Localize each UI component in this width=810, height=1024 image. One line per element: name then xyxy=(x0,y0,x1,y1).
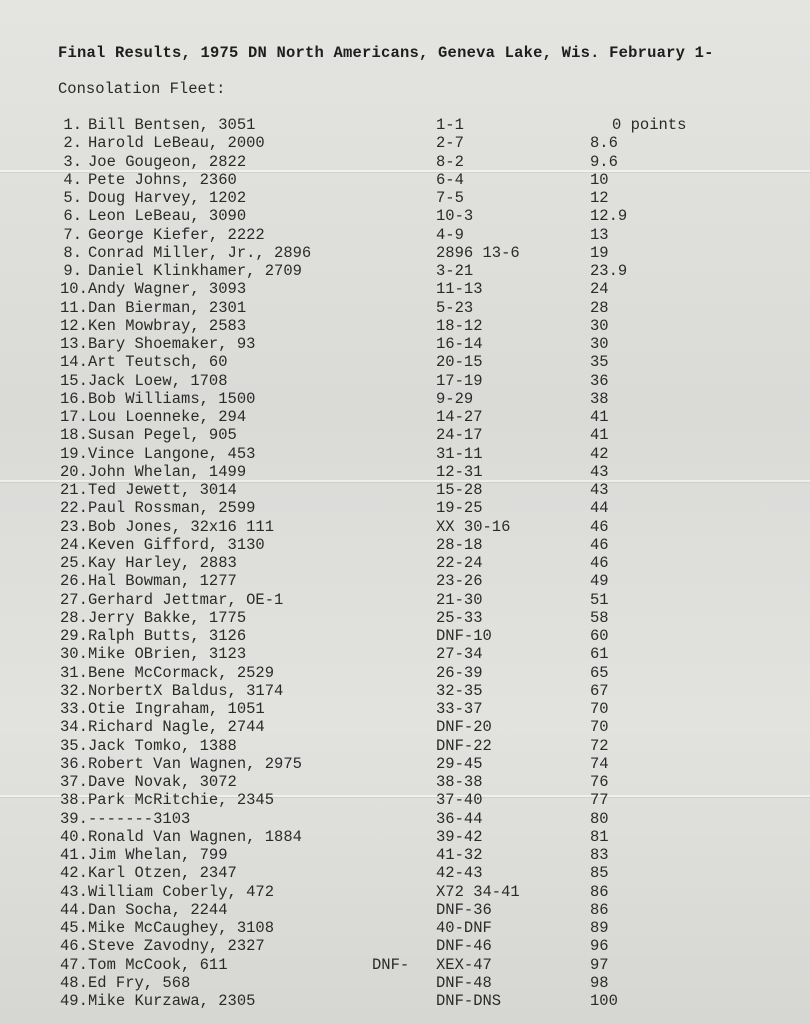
result-name: Art Teutsch, 60 xyxy=(88,353,228,372)
result-races: 15-28 xyxy=(436,481,483,499)
result-points: 96 xyxy=(590,937,609,956)
result-place: 1. xyxy=(63,116,82,134)
result-row xyxy=(0,791,810,809)
result-races: 36-44 xyxy=(436,809,483,828)
result-place: 47. xyxy=(60,955,88,974)
result-place: 44. xyxy=(60,900,88,919)
result-name: Dan Socha, 2244 xyxy=(88,900,228,919)
result-place: 27. xyxy=(60,590,88,609)
result-row xyxy=(0,499,810,517)
result-races: 21-30 xyxy=(436,590,483,609)
result-races: 8-2 xyxy=(436,152,464,171)
result-row xyxy=(0,919,810,937)
result-place: 42. xyxy=(60,864,88,883)
result-place: 41. xyxy=(60,846,88,864)
result-row xyxy=(0,408,810,426)
result-race-prefix: DNF- xyxy=(372,955,410,974)
result-place: 24. xyxy=(60,535,88,554)
result-points: 77 xyxy=(590,791,609,810)
result-races: 23-26 xyxy=(436,572,483,591)
result-place: 9. xyxy=(63,262,82,280)
result-points: 74 xyxy=(590,754,609,773)
result-place: 13. xyxy=(60,335,88,353)
result-points: 8.6 xyxy=(590,134,618,153)
result-points: 83 xyxy=(590,846,609,864)
result-place: 30. xyxy=(60,645,88,664)
result-row xyxy=(0,116,810,134)
result-points: 86 xyxy=(590,882,609,901)
result-place: 8. xyxy=(63,243,82,262)
result-races: DNF-22 xyxy=(436,736,492,755)
result-points: 51 xyxy=(590,590,609,609)
result-points: 70 xyxy=(590,718,609,737)
result-row xyxy=(0,353,810,371)
result-points: 46 xyxy=(590,517,609,536)
result-points: 81 xyxy=(590,827,609,846)
result-row xyxy=(0,463,810,481)
result-points: 23.9 xyxy=(590,262,628,280)
result-races: DNF-20 xyxy=(436,718,492,737)
result-name: Jerry Bakke, 1775 xyxy=(88,608,247,627)
result-row xyxy=(0,864,810,882)
result-place: 20. xyxy=(60,462,88,481)
result-races: 16-14 xyxy=(436,335,483,353)
result-place: 35. xyxy=(60,736,88,755)
result-races: 11-13 xyxy=(436,280,483,299)
result-row xyxy=(0,937,810,955)
result-points: 72 xyxy=(590,736,609,755)
result-place: 23. xyxy=(60,517,88,536)
result-name: Ken Mowbray, 2583 xyxy=(88,316,247,335)
result-races: DNF-10 xyxy=(436,627,492,645)
fleet-label: Consolation Fleet: xyxy=(58,80,226,98)
result-row xyxy=(0,700,810,718)
result-races: 10-3 xyxy=(436,207,474,226)
result-place: 21. xyxy=(60,481,88,499)
result-row xyxy=(0,718,810,736)
result-races: 6-4 xyxy=(436,170,464,189)
result-points: 0 points xyxy=(612,116,687,134)
result-races: 25-33 xyxy=(436,608,483,627)
result-row xyxy=(0,335,810,353)
result-name: Richard Nagle, 2744 xyxy=(88,718,265,737)
result-points: 98 xyxy=(590,973,609,992)
result-name: Doug Harvey, 1202 xyxy=(88,189,247,207)
result-points: 100 xyxy=(590,992,618,1010)
result-points: 9.6 xyxy=(590,152,618,171)
result-row xyxy=(0,956,810,974)
result-row xyxy=(0,974,810,992)
result-place: 39. xyxy=(60,809,88,828)
result-place: 15. xyxy=(60,371,88,390)
result-name: Vince Langone, 453 xyxy=(88,444,256,463)
result-races: 26-39 xyxy=(436,663,483,682)
result-races: 4-9 xyxy=(436,225,464,244)
result-races: 32-35 xyxy=(436,681,483,700)
result-row xyxy=(0,262,810,280)
result-place: 7. xyxy=(63,225,82,244)
result-place: 14. xyxy=(60,353,88,372)
result-row xyxy=(0,755,810,773)
result-name: Karl Otzen, 2347 xyxy=(88,864,237,883)
result-name: NorbertX Baldus, 3174 xyxy=(88,681,284,700)
result-place: 32. xyxy=(60,681,88,700)
result-points: 38 xyxy=(590,389,609,408)
result-row xyxy=(0,518,810,536)
result-points: 49 xyxy=(590,572,609,591)
result-row xyxy=(0,481,810,499)
result-name: Susan Pegel, 905 xyxy=(88,426,237,445)
result-points: 43 xyxy=(590,462,609,481)
result-races: 20-15 xyxy=(436,353,483,372)
result-points: 19 xyxy=(590,243,609,262)
result-row xyxy=(0,226,810,244)
result-races: DNF-36 xyxy=(436,900,492,919)
result-place: 26. xyxy=(60,572,88,591)
result-row xyxy=(0,299,810,317)
result-points: 30 xyxy=(590,316,609,335)
document-title: Final Results, 1975 DN North Americans, Geneva Lake, Wis. February 1- xyxy=(58,44,714,62)
result-points: 97 xyxy=(590,955,609,974)
result-points: 85 xyxy=(590,864,609,883)
result-name: Jim Whelan, 799 xyxy=(88,846,228,864)
result-races: 33-37 xyxy=(436,700,483,718)
result-name: Otie Ingraham, 1051 xyxy=(88,700,265,718)
result-name: Dave Novak, 3072 xyxy=(88,773,237,791)
result-races: 22-24 xyxy=(436,554,483,572)
result-place: 38. xyxy=(60,791,88,810)
result-races: 41-32 xyxy=(436,846,483,864)
result-row xyxy=(0,445,810,463)
result-row xyxy=(0,572,810,590)
result-name: Mike McCaughey, 3108 xyxy=(88,919,275,937)
result-row xyxy=(0,883,810,901)
result-name: Bene McCormack, 2529 xyxy=(88,663,275,682)
result-points: 76 xyxy=(590,773,609,791)
result-name: Jack Tomko, 1388 xyxy=(88,736,237,755)
result-row xyxy=(0,773,810,791)
result-points: 41 xyxy=(590,408,609,426)
result-races: 1-1 xyxy=(436,116,464,134)
result-name: Ed Fry, 568 xyxy=(88,973,191,992)
result-row xyxy=(0,682,810,700)
result-points: 86 xyxy=(590,900,609,919)
result-races: 3-21 xyxy=(436,262,474,280)
result-row xyxy=(0,153,810,171)
result-name: Robert Van Wagnen, 2975 xyxy=(88,754,302,773)
result-place: 18. xyxy=(60,426,88,445)
result-row xyxy=(0,846,810,864)
result-points: 60 xyxy=(590,627,609,645)
result-row xyxy=(0,280,810,298)
result-row xyxy=(0,627,810,645)
result-place: 10. xyxy=(60,280,88,299)
result-place: 37. xyxy=(60,773,88,791)
result-name: Mike Kurzawa, 2305 xyxy=(88,992,256,1010)
result-name: Mike OBrien, 3123 xyxy=(88,645,247,664)
result-name: Kay Harley, 2883 xyxy=(88,554,237,572)
result-row xyxy=(0,591,810,609)
result-points: 13 xyxy=(590,225,609,244)
result-name: Joe Gougeon, 2822 xyxy=(88,152,247,171)
result-row xyxy=(0,609,810,627)
result-points: 36 xyxy=(590,371,609,390)
result-points: 67 xyxy=(590,681,609,700)
result-place: 28. xyxy=(60,608,88,627)
result-name: William Coberly, 472 xyxy=(88,882,275,901)
result-races: 14-27 xyxy=(436,408,483,426)
result-points: 80 xyxy=(590,809,609,828)
result-row xyxy=(0,536,810,554)
result-name: Jack Loew, 1708 xyxy=(88,371,228,390)
result-races: 12-31 xyxy=(436,462,483,481)
result-name: Paul Rossman, 2599 xyxy=(88,499,256,518)
result-points: 28 xyxy=(590,298,609,317)
result-races: XX 30-16 xyxy=(436,517,511,536)
result-row xyxy=(0,554,810,572)
result-races: 5-23 xyxy=(436,298,474,317)
result-row xyxy=(0,664,810,682)
results-list xyxy=(0,116,810,1010)
result-name: Lou Loenneke, 294 xyxy=(88,408,247,426)
result-races: 24-17 xyxy=(436,426,483,445)
result-races: 31-11 xyxy=(436,444,483,463)
result-points: 58 xyxy=(590,608,609,627)
result-place: 46. xyxy=(60,937,88,956)
result-place: 3. xyxy=(63,152,82,171)
result-name: Park McRitchie, 2345 xyxy=(88,791,275,810)
result-place: 19. xyxy=(60,444,88,463)
result-races: DNF-DNS xyxy=(436,992,502,1010)
result-races: 29-45 xyxy=(436,754,483,773)
result-name: John Whelan, 1499 xyxy=(88,462,247,481)
result-points: 44 xyxy=(590,499,609,518)
result-name: Daniel Klinkhamer, 2709 xyxy=(88,262,302,280)
result-points: 42 xyxy=(590,444,609,463)
result-place: 6. xyxy=(63,207,82,226)
result-races: XEX-47 xyxy=(436,955,492,974)
result-row xyxy=(0,901,810,919)
result-races: 40-DNF xyxy=(436,919,492,937)
result-row xyxy=(0,134,810,152)
result-row xyxy=(0,828,810,846)
result-name: Ronald Van Wagnen, 1884 xyxy=(88,827,302,846)
result-place: 29. xyxy=(60,627,88,645)
result-row xyxy=(0,372,810,390)
result-place: 12. xyxy=(60,316,88,335)
result-races: DNF-46 xyxy=(436,937,492,956)
result-row xyxy=(0,207,810,225)
result-name: Bob Jones, 32x16 111 xyxy=(88,517,275,536)
result-races: 37-40 xyxy=(436,791,483,810)
result-place: 45. xyxy=(60,919,88,937)
result-name: Andy Wagner, 3093 xyxy=(88,280,247,299)
result-name: Pete Johns, 2360 xyxy=(88,170,237,189)
result-name: Leon LeBeau, 3090 xyxy=(88,207,247,226)
result-points: 12 xyxy=(590,189,609,207)
result-place: 11. xyxy=(60,298,88,317)
result-points: 12.9 xyxy=(590,207,628,226)
result-place: 33. xyxy=(60,700,88,718)
result-points: 89 xyxy=(590,919,609,937)
result-name: Keven Gifford, 3130 xyxy=(88,535,265,554)
result-place: 49. xyxy=(60,992,88,1010)
result-row xyxy=(0,317,810,335)
result-name: Gerhard Jettmar, OE-1 xyxy=(88,590,284,609)
result-races: 39-42 xyxy=(436,827,483,846)
result-races: 2896 13-6 xyxy=(436,243,520,262)
result-row xyxy=(0,189,810,207)
result-points: 30 xyxy=(590,335,609,353)
result-name: Tom McCook, 611 xyxy=(88,955,228,974)
result-place: 4. xyxy=(63,170,82,189)
result-place: 25. xyxy=(60,554,88,572)
result-name: Harold LeBeau, 2000 xyxy=(88,134,265,153)
result-name: Bill Bentsen, 3051 xyxy=(88,116,256,134)
result-row xyxy=(0,645,810,663)
result-name: Dan Bierman, 2301 xyxy=(88,298,247,317)
result-name: Hal Bowman, 1277 xyxy=(88,572,237,591)
result-row xyxy=(0,992,810,1010)
result-place: 22. xyxy=(60,499,88,518)
result-row xyxy=(0,810,810,828)
result-races: 38-38 xyxy=(436,773,483,791)
result-name: Steve Zavodny, 2327 xyxy=(88,937,265,956)
result-points: 65 xyxy=(590,663,609,682)
result-points: 35 xyxy=(590,353,609,372)
result-place: 43. xyxy=(60,882,88,901)
result-place: 40. xyxy=(60,827,88,846)
result-name: George Kiefer, 2222 xyxy=(88,225,265,244)
result-points: 46 xyxy=(590,535,609,554)
result-races: 18-12 xyxy=(436,316,483,335)
result-row xyxy=(0,390,810,408)
result-points: 70 xyxy=(590,700,609,718)
result-name: Conrad Miller, Jr., 2896 xyxy=(88,243,312,262)
result-points: 10 xyxy=(590,170,609,189)
result-row xyxy=(0,737,810,755)
result-points: 24 xyxy=(590,280,609,299)
result-points: 43 xyxy=(590,481,609,499)
result-races: 9-29 xyxy=(436,389,474,408)
result-points: 61 xyxy=(590,645,609,664)
result-points: 46 xyxy=(590,554,609,572)
result-place: 48. xyxy=(60,973,88,992)
result-row xyxy=(0,244,810,262)
result-races: 2-7 xyxy=(436,134,464,153)
result-place: 17. xyxy=(60,408,88,426)
result-place: 2. xyxy=(63,134,82,153)
result-races: 42-43 xyxy=(436,864,483,883)
result-races: 17-19 xyxy=(436,371,483,390)
result-place: 36. xyxy=(60,754,88,773)
result-place: 31. xyxy=(60,663,88,682)
result-races: DNF-48 xyxy=(436,973,492,992)
result-place: 34. xyxy=(60,718,88,737)
result-races: 27-34 xyxy=(436,645,483,664)
result-points: 41 xyxy=(590,426,609,445)
result-row xyxy=(0,171,810,189)
result-row xyxy=(0,426,810,444)
result-place: 16. xyxy=(60,389,88,408)
result-races: 7-5 xyxy=(436,189,464,207)
result-races: 19-25 xyxy=(436,499,483,518)
result-name: Bary Shoemaker, 93 xyxy=(88,335,256,353)
result-name: Ted Jewett, 3014 xyxy=(88,481,237,499)
result-name: -------3103 xyxy=(88,809,191,828)
result-races: X72 34-41 xyxy=(436,882,520,901)
result-name: Bob Williams, 1500 xyxy=(88,389,256,408)
result-place: 5. xyxy=(63,189,82,207)
result-name: Ralph Butts, 3126 xyxy=(88,627,247,645)
result-races: 28-18 xyxy=(436,535,483,554)
